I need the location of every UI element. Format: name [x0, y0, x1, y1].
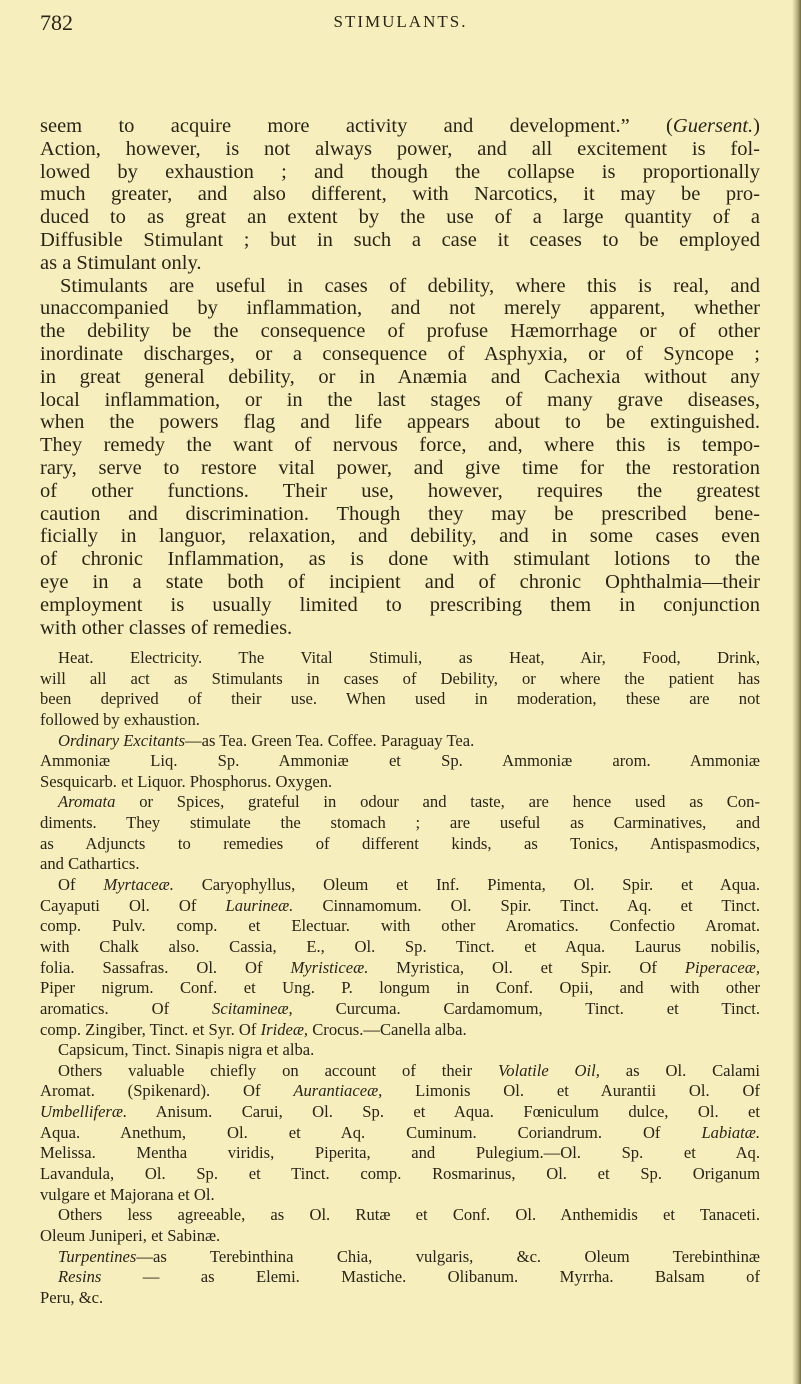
text-run: Aqua. Anethum, Ol. et Aq. Cuminum. Coriandrum. Of — [40, 1122, 702, 1142]
text-run: Sesquicarb. et Liquor. Phosphorus. Oxygen. — [40, 771, 333, 791]
small-print-line — [40, 689, 760, 710]
text-run: Stimulants are useful in cases of debility, where this is real, and — [60, 274, 760, 297]
text-run: will all act as Stimulants in cases of Debility, or where the patient has — [40, 668, 760, 688]
text-run: when the powers flag and life appears about to be extinguished. — [40, 411, 760, 434]
body-line — [40, 548, 760, 571]
italic-term: Myrtaceæ. — [103, 875, 174, 895]
body-line — [40, 229, 760, 252]
body-line — [40, 138, 760, 161]
body-line — [40, 206, 760, 229]
italic-term: Laurineæ. — [225, 895, 294, 915]
small-print-line — [40, 1164, 760, 1185]
body-line — [40, 275, 760, 298]
text-run: comp. Pulv. comp. et Electuar. with other Aromatics. Confectio Aromat. — [40, 916, 760, 936]
italic-term: Myristiceæ. — [290, 957, 369, 977]
small-print-line — [40, 1040, 760, 1061]
text-run: Others valuable chiefly on account of their — [58, 1060, 498, 1080]
body-line — [40, 457, 760, 480]
small-print-line — [40, 1143, 760, 1164]
small-print-line — [40, 1061, 760, 1082]
body-line — [40, 503, 760, 526]
body-line — [40, 525, 760, 548]
text-run: followed by exhaustion. — [40, 709, 200, 729]
text-run: comp. Zingiber, Tinct. et Syr. Of — [40, 1019, 261, 1039]
small-print-line — [40, 1185, 760, 1206]
text-run: Oleum Juniperi, et Sabinæ. — [40, 1225, 221, 1245]
text-run: —as Terebinthina Chia, vulgaris, &c. Oleum Terebinthinæ — [136, 1246, 760, 1266]
text-run: Cayaputi Ol. Of — [40, 895, 226, 915]
body-line — [40, 320, 760, 343]
body-line — [40, 389, 760, 412]
body-line — [40, 617, 760, 640]
small-print-line — [40, 1205, 760, 1226]
small-print-block — [40, 648, 760, 1309]
body-line — [40, 161, 760, 184]
text-run: unaccompanied by inflammation, and not merely apparent, whether — [40, 297, 760, 320]
text-run: —as Tea. Green Tea. Coffee. Paraguay Tea. — [185, 730, 475, 750]
text-run: Of — [58, 875, 104, 895]
text-run: and Cathartics. — [40, 854, 140, 874]
page-number: 782 — [40, 10, 73, 35]
small-print-line — [40, 1288, 760, 1309]
italic-term: Aromata — [58, 792, 116, 812]
small-print-line — [40, 958, 760, 979]
text-run: Capsicum, Tinct. Sinapis nigra et alba. — [58, 1040, 315, 1060]
text-run: caution and discrimination. Though they may be prescribed bene- — [40, 502, 760, 525]
small-print-line — [40, 1020, 760, 1041]
small-print-line — [40, 710, 760, 731]
italic-term: Turpentines — [58, 1246, 137, 1266]
small-print-line — [40, 999, 760, 1020]
italic-term: Umbelliferæ. — [40, 1102, 128, 1122]
page-edge — [792, 0, 801, 1384]
text-run: Peru, &c. — [40, 1287, 104, 1307]
small-print-line — [40, 896, 760, 917]
text-run: local inflammation, or in the last stages of many grave diseases, — [40, 388, 760, 411]
text-run: Caryophyllus, Oleum et Inf. Pimenta, Ol. Spir. et Aqua. — [173, 875, 760, 895]
italic-term: Resins — [58, 1267, 102, 1287]
body-line — [40, 297, 760, 320]
small-print-line — [40, 834, 760, 855]
text-run: Cinnamomum. Ol. Spir. Tinct. Aq. et Tinct. — [293, 895, 760, 915]
text-run: rary, serve to restore vital power, and give time for the restoration — [40, 456, 760, 479]
italic-term: Aurantiaceæ, — [293, 1081, 383, 1101]
text-run: Limonis Ol. et Aurantii Ol. Of — [382, 1081, 760, 1101]
text-run: duced to as great an extent by the use of a large quantity of a — [40, 206, 760, 229]
text-run: inordinate discharges, or a consequence of Asphyxia, or of Syncope ; — [40, 342, 760, 365]
body-line — [40, 183, 760, 206]
text-run: been deprived of their use. When used in moderation, these are not — [40, 689, 760, 709]
text-run: as Adjuncts to remedies of different kinds, as Tonics, Antispasmodics, — [40, 833, 760, 853]
text-run: eye in a state both of incipient and of chronic Ophthalmia—their — [40, 570, 760, 593]
small-print-line — [40, 1081, 760, 1102]
text-run: employment is usually limited to prescribing them in conjunction — [40, 593, 760, 616]
body-line — [40, 434, 760, 457]
text-run: ) — [753, 115, 760, 137]
text-run: with Chalk also. Cassia, E., Ol. Sp. Tinct. et Aqua. Laurus nobilis, — [40, 936, 760, 956]
text-run: ficially in languor, relaxation, and debility, and in some cases even — [40, 525, 760, 548]
text-run: Piper nigrum. Conf. et Ung. P. longum in Conf. Opii, and with other — [40, 978, 760, 998]
small-print-line — [40, 916, 760, 937]
small-print-line — [40, 648, 760, 669]
small-print-line — [40, 875, 760, 896]
body-line — [40, 115, 760, 138]
small-print-line — [40, 1267, 760, 1288]
text-run: Lavandula, Ol. Sp. et Tinct. comp. Rosmarinus, Ol. et Sp. Origanum — [40, 1164, 760, 1184]
small-print-line — [40, 937, 760, 958]
text-run: Melissa. Mentha viridis, Piperita, and Pulegium.—Ol. Sp. et Aq. — [40, 1143, 760, 1163]
text-run: the debility be the consequence of profuse Hæmorrhage or of other — [40, 320, 760, 343]
small-print-line — [40, 1226, 760, 1247]
italic-term: Ordinary Excitants — [58, 730, 186, 750]
small-print-line — [40, 1123, 760, 1144]
text-run: Anisum. Carui, Ol. Sp. et Aqua. Fœniculum dulce, Ol. et — [127, 1102, 760, 1122]
italic-term: Scitamineæ, — [212, 998, 293, 1018]
running-title: STIMULANTS. — [333, 12, 468, 31]
text-run: lowed by exhaustion ; and though the collapse is proportionally — [40, 160, 760, 183]
text-run: Curcuma. Cardamomum, Tinct. et Tinct. — [292, 998, 760, 1018]
small-print-line — [40, 751, 760, 772]
text-run: with other classes of remedies. — [40, 616, 293, 639]
text-run: — as Elemi. Mastiche. Olibanum. Myrrha. Balsam of — [101, 1267, 760, 1287]
text-run: Crocus.—Canella alba. — [308, 1019, 467, 1039]
text-run: aromatics. Of — [40, 998, 213, 1018]
text-run: Heat. Electricity. The Vital Stimuli, as Heat, Air, Food, Drink, — [58, 648, 760, 667]
text-run: of other functions. Their use, however, requires the greatest — [40, 479, 760, 502]
text-run: Diffusible Stimulant ; but in such a case it ceases to be employed — [40, 228, 760, 251]
small-print-line — [40, 1102, 760, 1123]
body-line — [40, 594, 760, 617]
small-print-line — [40, 813, 760, 834]
text-run: Aromat. (Spikenard). Of — [40, 1081, 294, 1101]
body-line — [40, 343, 760, 366]
text-run: as Ol. Calami — [599, 1060, 761, 1080]
italic-term: Volatile Oil, — [498, 1060, 600, 1080]
italic-term: Guersent. — [672, 115, 754, 137]
text-run: Ammoniæ Liq. Sp. Ammoniæ et Sp. Ammoniæ arom. Ammoniæ — [40, 751, 760, 771]
body-line — [40, 571, 760, 594]
small-print-line — [40, 731, 760, 752]
text-run: of chronic Inflammation, as is done with stimulant lotions to the — [40, 548, 760, 571]
italic-term: Labiatæ. — [701, 1122, 760, 1142]
text-run: diments. They stimulate the stomach ; are useful as Carminatives, and — [40, 813, 760, 833]
text-run: or Spices, grateful in odour and taste, are hence used as Con- — [115, 792, 760, 812]
body-line — [40, 366, 760, 389]
text-run: vulgare et Majorana et Ol. — [40, 1184, 215, 1204]
text-run: Others less agreeable, as Ol. Rutæ et Conf. Ol. Anthemidis et Tanaceti. — [58, 1205, 760, 1225]
body-line — [40, 252, 760, 275]
text-run: Myristica, Ol. et Spir. Of — [368, 957, 685, 977]
body-line — [40, 411, 760, 434]
text-run: folia. Sassafras. Ol. Of — [40, 957, 291, 977]
text-run: seem to acquire more activity and development.” ( — [40, 115, 673, 137]
main-text-block — [40, 115, 760, 639]
italic-term: Piperaceæ, — [684, 957, 760, 977]
text-run: They remedy the want of nervous force, and, where this is tempo- — [40, 434, 760, 457]
small-print-line — [40, 854, 760, 875]
text-run: much greater, and also different, with Narcotics, it may be pro- — [40, 183, 760, 206]
text-run: in great general debility, or in Anæmia and Cachexia without any — [40, 365, 760, 388]
text-run: as a Stimulant only. — [40, 251, 202, 274]
italic-term: Irideæ, — [260, 1019, 309, 1039]
body-line — [40, 480, 760, 503]
small-print-line — [40, 978, 760, 999]
small-print-line — [40, 772, 760, 793]
small-print-line — [40, 792, 760, 813]
text-run: Action, however, is not always power, and all excitement is fol- — [40, 137, 760, 160]
small-print-line — [40, 669, 760, 690]
small-print-line — [40, 1247, 760, 1268]
